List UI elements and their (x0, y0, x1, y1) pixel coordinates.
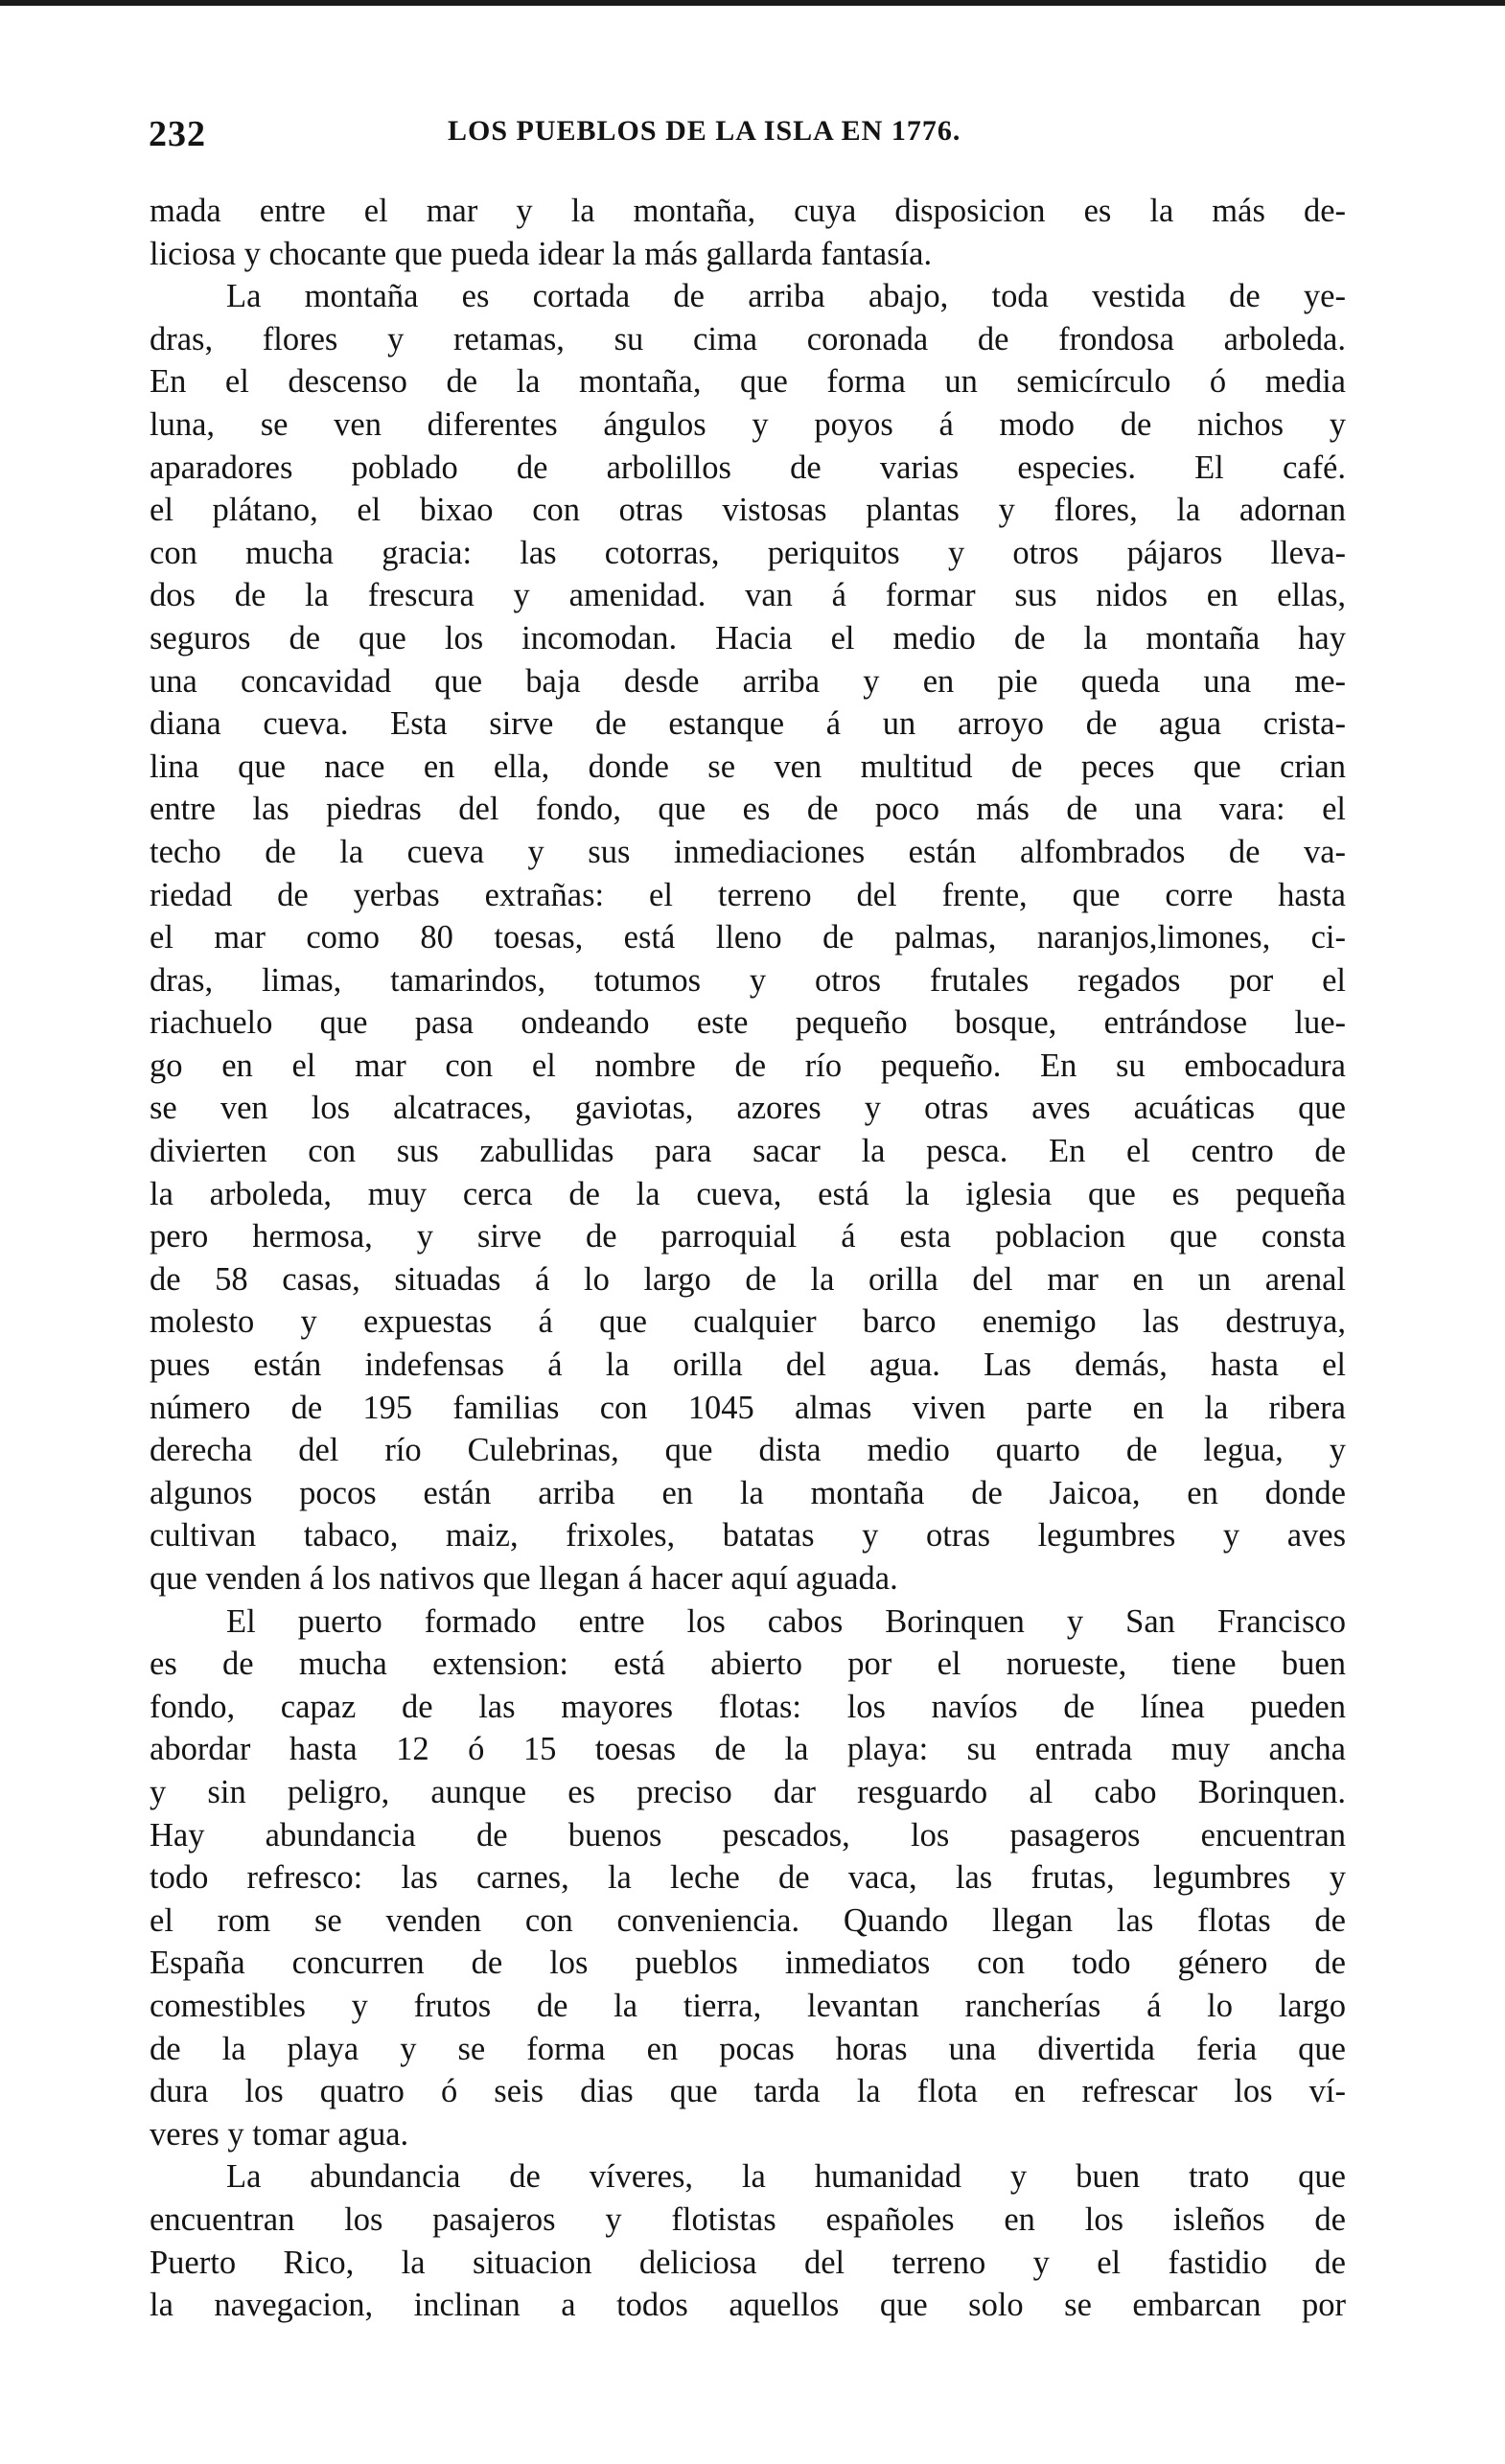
running-title: LOS PUEBLOS DE LA ISLA EN 1776. (448, 115, 961, 147)
text-line: riedad de yerbas extrañas: el terreno del frente, que corre hasta (150, 876, 1346, 913)
text-line: molesto y expuestas á que cualquier barco enemigo las destruya, (150, 1303, 1346, 1341)
text-line: comestibles y frutos de la tierra, levantan rancherías á lo largo (150, 1987, 1346, 2024)
text-line: derecha del río Culebrinas, que dista medio quarto de legua, y (150, 1432, 1346, 1469)
text-line: todo refresco: las carnes, la leche de vaca, las frutas, legumbres y (150, 1859, 1346, 1897)
paragraph-start-line: La abundancia de víveres, la humanidad y buen trato que (226, 2158, 1346, 2196)
text-line: dos de la frescura y amenidad. van á formar sus nidos en ellas, (150, 577, 1346, 614)
text-line: techo de la cueva y sus inmediaciones están alfombrados de va- (150, 833, 1346, 870)
top-border-rule (0, 0, 1505, 6)
text-line: go en el mar con el nombre de río pequeño. En su embocadura (150, 1047, 1346, 1084)
text-line: España concurren de los pueblos inmediatos con todo género de (150, 1945, 1346, 1982)
text-line: algunos pocos están arriba en la montaña de Jaicoa, en donde (150, 1474, 1346, 1511)
text-line: liciosa y chocante que pueda idear la más gallarda fantasía. (150, 235, 933, 272)
text-line: veres y tomar agua. (150, 2115, 409, 2153)
text-line: riachuelo que pasa ondeando este pequeño bosque, entrándose lue- (150, 1004, 1346, 1042)
text-line: de 58 casas, situadas á lo largo de la orilla del mar en un arenal (150, 1260, 1346, 1298)
text-line: se ven los alcatraces, gaviotas, azores y otras aves acuáticas que (150, 1090, 1346, 1127)
text-line: una concavidad que baja desde arriba y en pie queda una me- (150, 662, 1346, 700)
text-line: diana cueva. Esta sirve de estanque á un arroyo de agua crista- (150, 705, 1346, 743)
paragraph-start-line: La montaña es cortada de arriba abajo, toda vestida de ye- (226, 278, 1346, 315)
text-line: Puerto Rico, la situacion deliciosa del terreno y el fastidio de (150, 2244, 1346, 2281)
text-line: lina que nace en ella, donde se ven multitud de peces que crian (150, 748, 1346, 785)
text-line: Hay abundancia de buenos pescados, los pasageros encuentran (150, 1816, 1346, 1854)
text-line: fondo, capaz de las mayores flotas: los navíos de línea pueden (150, 1688, 1346, 1725)
text-line: la arboleda, muy cerca de la cueva, está la iglesia que es pequeña (150, 1175, 1346, 1212)
text-line: dras, limas, tamarindos, totumos y otros frutales regados por el (150, 961, 1346, 999)
paragraph-start-line: El puerto formado entre los cabos Borinquen y San Francisco (226, 1602, 1346, 1640)
text-line: En el descenso de la montaña, que forma un semicírculo ó media (150, 363, 1346, 401)
text-line: el plátano, el bixao con otras vistosas plantas y flores, la adornan (150, 492, 1346, 529)
text-line: el rom se venden con conveniencia. Quando llegan las flotas de (150, 1901, 1346, 1939)
text-line: con mucha gracia: las cotorras, periquitos y otros pájaros lleva- (150, 534, 1346, 571)
text-line: seguros de que los incomodan. Hacia el medio de la montaña hay (150, 619, 1346, 656)
text-line: entre las piedras del fondo, que es de poco más de una vara: el (150, 791, 1346, 828)
page-header (149, 113, 1347, 157)
body-text (150, 190, 1346, 2327)
text-line: dras, flores y retamas, su cima coronada de frondosa arboleda. (150, 320, 1346, 357)
text-line: dura los quatro ó seis dias que tarda la flota en refrescar los ví- (150, 2073, 1346, 2110)
text-line: aparadores poblado de arbolillos de varias especies. El café. (150, 449, 1346, 486)
text-line: luna, se ven diferentes ángulos y poyos á modo de nichos y (150, 405, 1346, 443)
text-line: pues están indefensas á la orilla del agua. Las demás, hasta el (150, 1347, 1346, 1384)
text-line: es de mucha extension: está abierto por el norueste, tiene buen (150, 1646, 1346, 1683)
text-line: encuentran los pasajeros y flotistas españoles en los isleños de (150, 2200, 1346, 2238)
text-line: la navegacion, inclinan a todos aquellos que solo se embarcan por (150, 2287, 1346, 2324)
text-line: divierten con sus zabullidas para sacar la pesca. En el centro de (150, 1133, 1346, 1170)
page-number: 232 (149, 114, 206, 154)
text-line: pero hermosa, y sirve de parroquial á esta poblacion que consta (150, 1218, 1346, 1255)
text-line: cultivan tabaco, maiz, frixoles, batatas y otras legumbres y aves (150, 1517, 1346, 1554)
text-line: el mar como 80 toesas, está lleno de palmas, naranjos,limones, ci- (150, 919, 1346, 956)
text-line: de la playa y se forma en pocas horas una divertida feria que (150, 2030, 1346, 2067)
text-line: que venden á los nativos que llegan á hacer aquí aguada. (150, 1560, 898, 1597)
text-line: número de 195 familias con 1045 almas viven parte en la ribera (150, 1389, 1346, 1426)
text-line: mada entre el mar y la montaña, cuya disposicion es la más de- (150, 193, 1346, 229)
text-line: abordar hasta 12 ó 15 toesas de la playa: su entrada muy ancha (150, 1731, 1346, 1768)
text-line: y sin peligro, aunque es preciso dar resguardo al cabo Borinquen. (150, 1773, 1346, 1810)
